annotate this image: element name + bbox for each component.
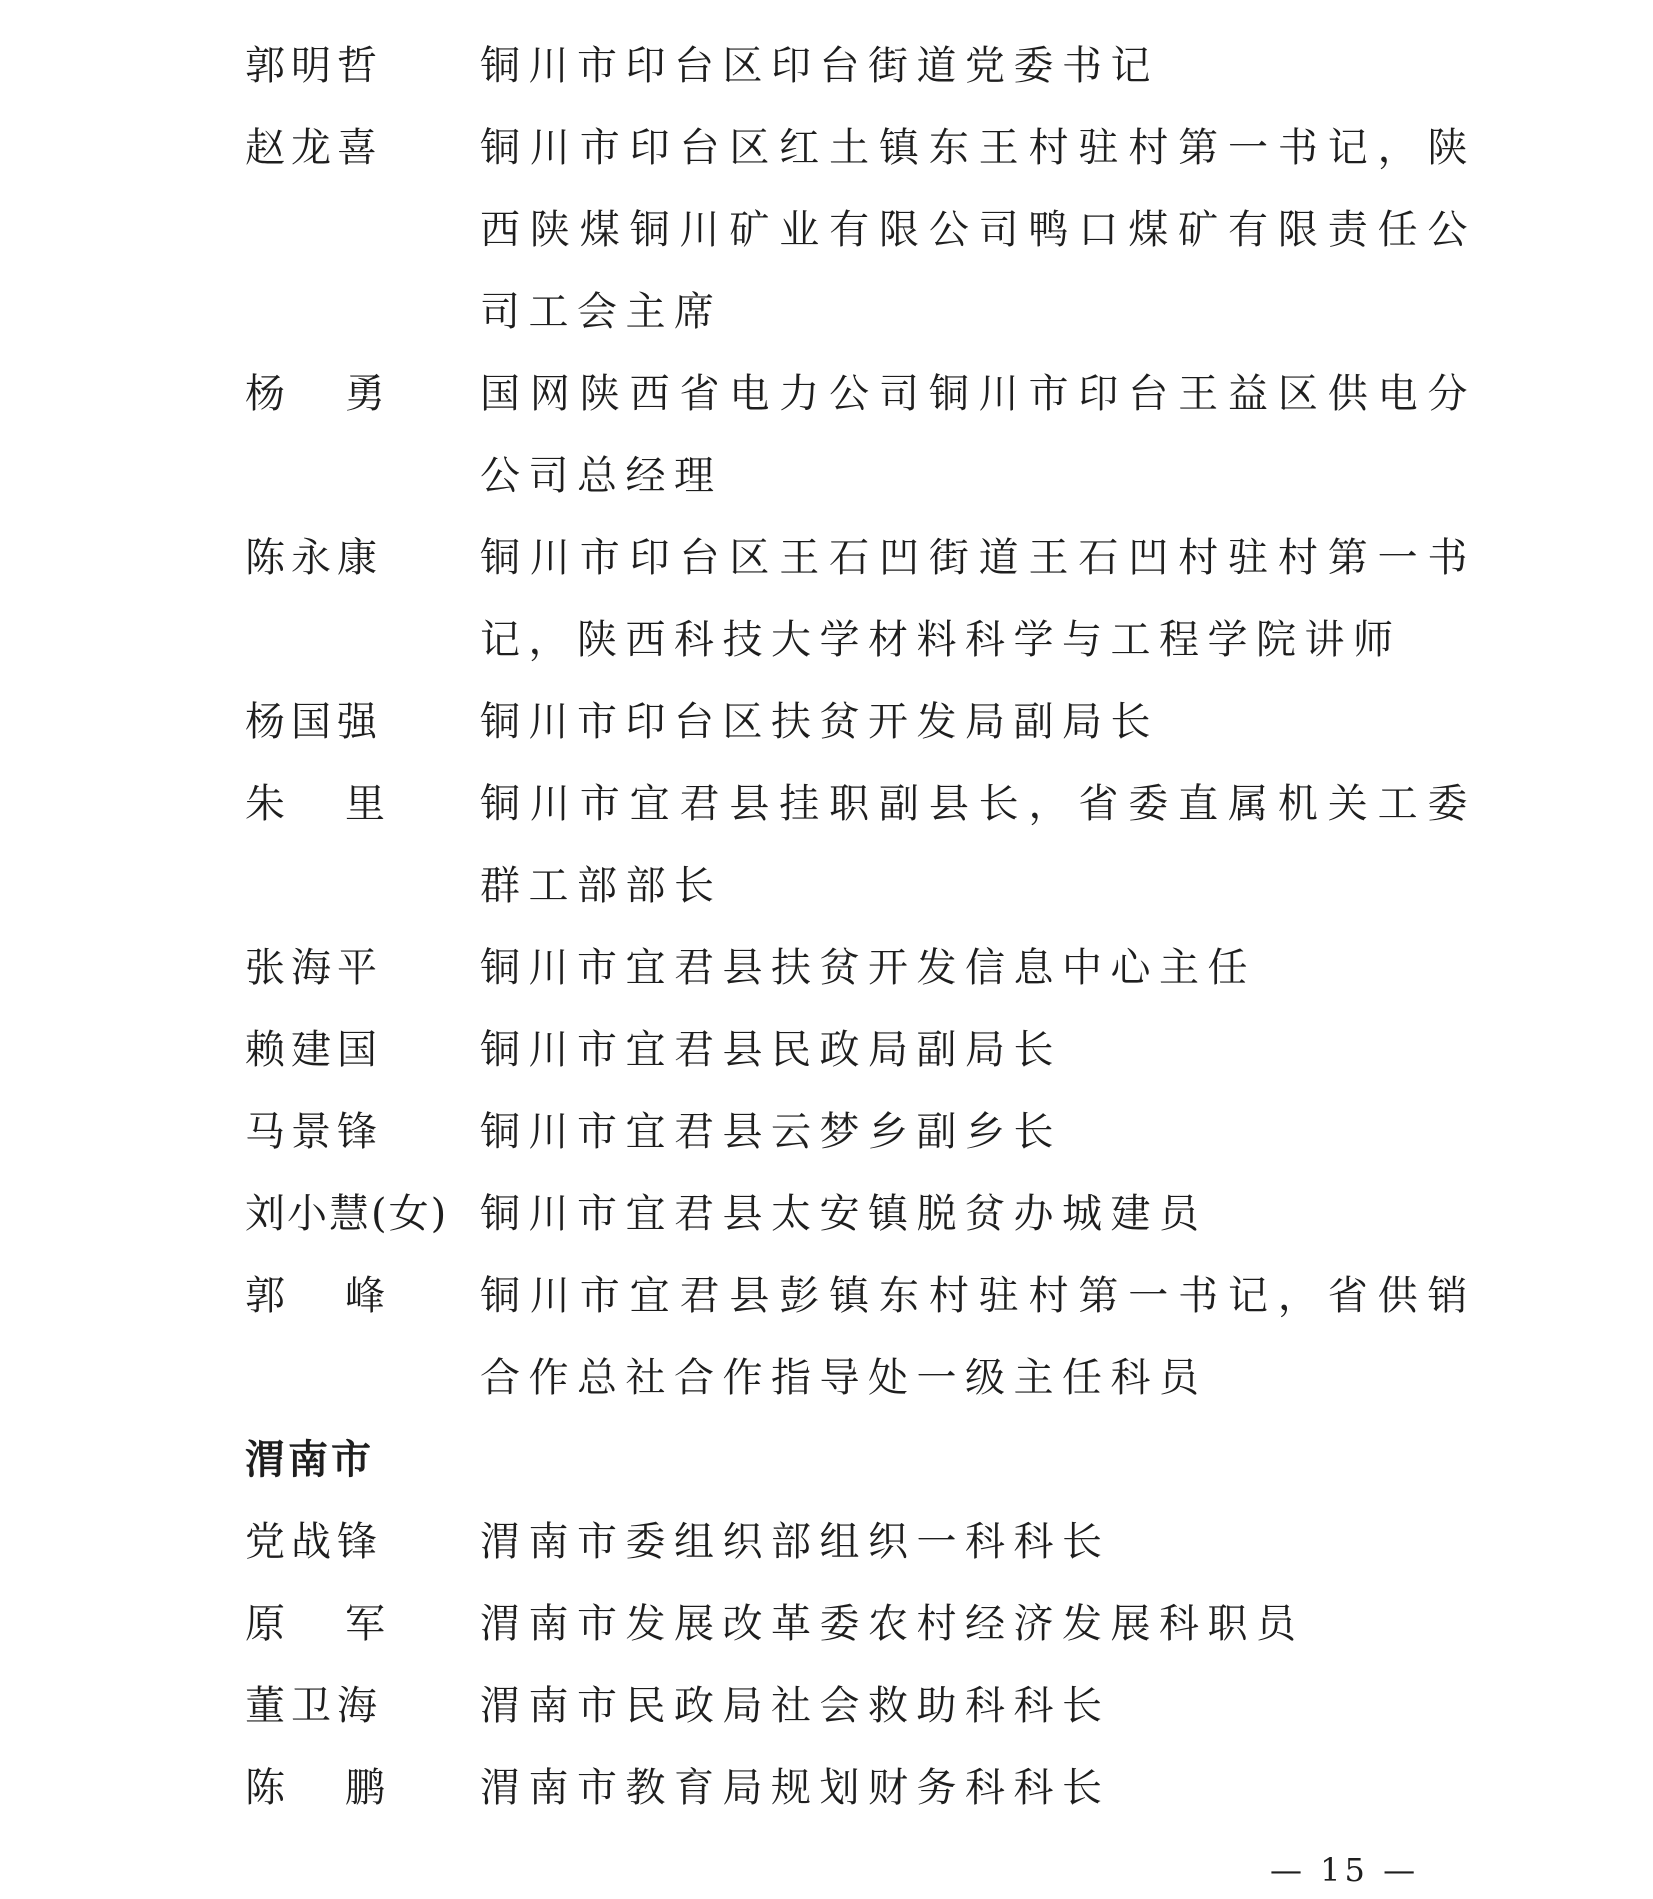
person-name: 杨国强 — [245, 699, 383, 745]
person-name — [245, 353, 385, 435]
person-position: 渭南市发展改革委农村经济发展科职员 — [480, 1601, 1305, 1647]
person-position: 铜川市印台区红土镇东王村驻村第一书记，陕西陕煤铜川矿业有限公司鸭口煤矿有限责任公司工会主席 — [480, 125, 1476, 335]
name-char: 勇 — [345, 371, 385, 417]
person-position: 铜川市宜君县民政局副局长 — [480, 1027, 1062, 1073]
person-position: 铜川市宜君县扶贫开发信息中心主任 — [480, 945, 1256, 991]
person-name — [245, 1747, 385, 1829]
person-name: 赖建国 — [245, 1027, 383, 1073]
name-char: 里 — [345, 781, 385, 827]
person-position: 渭南市教育局规划财务科科长 — [480, 1765, 1111, 1811]
section-heading: 渭南市 — [245, 1436, 374, 1483]
person-name: 董卫海 — [245, 1683, 383, 1729]
person-name: 赵龙喜 — [245, 125, 383, 171]
person-name: 张海平 — [245, 945, 383, 991]
person-position: 铜川市宜君县云梦乡副乡长 — [480, 1109, 1062, 1155]
person-name: 陈永康 — [245, 535, 383, 581]
page-number: — 15 — — [1270, 1851, 1420, 1889]
person-position: 铜川市宜君县挂职副县长，省委直属机关工委群工部部长 — [480, 781, 1476, 909]
person-name: 党战锋 — [245, 1519, 383, 1565]
person-position: 铜川市印台区扶贫开发局副局长 — [480, 699, 1159, 745]
name-char: 峰 — [345, 1273, 385, 1319]
person-name: 马景锋 — [245, 1109, 383, 1155]
name-char: 杨 — [245, 371, 285, 417]
person-name — [245, 1255, 385, 1337]
person-name — [245, 1583, 385, 1665]
person-position: 铜川市印台区印台街道党委书记 — [480, 43, 1159, 89]
name-char: 原 — [245, 1601, 285, 1647]
person-position: 渭南市委组织部组织一科科长 — [480, 1519, 1111, 1565]
person-name: 郭明哲 — [245, 43, 383, 89]
name-char: 鹏 — [345, 1765, 385, 1811]
person-position: 铜川市宜君县彭镇东村驻村第一书记，省供销合作总社合作指导处一级主任科员 — [480, 1273, 1476, 1401]
name-char: 郭 — [245, 1273, 285, 1319]
person-name: 刘小慧(女) — [245, 1191, 449, 1237]
name-char: 军 — [345, 1601, 385, 1647]
name-char: 陈 — [245, 1765, 285, 1811]
person-position: 铜川市宜君县太安镇脱贫办城建员 — [480, 1191, 1208, 1237]
person-position: 铜川市印台区王石凹街道王石凹村驻村第一书记，陕西科技大学材料科学与工程学院讲师 — [480, 535, 1476, 663]
person-position: 国网陕西省电力公司铜川市印台王益区供电分公司总经理 — [480, 371, 1476, 499]
name-char: 朱 — [245, 781, 285, 827]
person-name — [245, 763, 385, 845]
person-position: 渭南市民政局社会救助科科长 — [480, 1683, 1111, 1729]
